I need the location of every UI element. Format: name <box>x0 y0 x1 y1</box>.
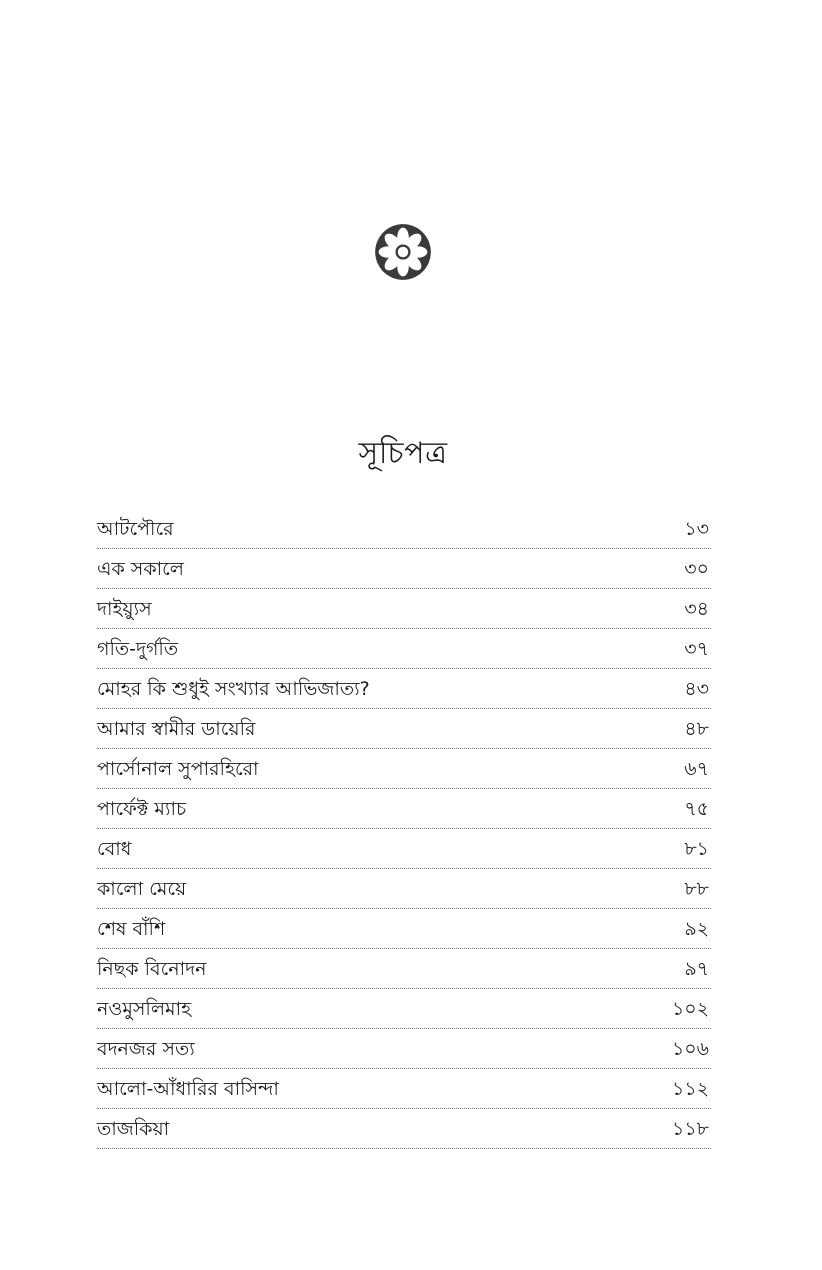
toc-entry-title: গতি-দুর্গতি <box>97 638 179 660</box>
toc-entry-page: ১০৬ <box>671 1038 709 1060</box>
toc-entry-title: বদনজর সত্য <box>97 1038 195 1060</box>
toc-title: সূচিপত্র <box>358 436 448 471</box>
flower-rosette-icon <box>374 223 432 281</box>
toc-entry-title: পার্ফেক্ট ম্যাচ <box>97 798 187 820</box>
toc-entry[interactable] <box>97 989 711 1029</box>
toc-entry[interactable] <box>97 1109 711 1149</box>
toc-entry-page: ৮১ <box>684 838 709 860</box>
toc-entry-page: ৪৮ <box>684 718 709 740</box>
toc-entry-title: আটপৌরে <box>97 518 174 540</box>
toc-entry-page: ৩০ <box>684 558 709 580</box>
toc-entry-title: কালো মেয়ে <box>97 878 187 900</box>
toc-entry[interactable] <box>97 549 711 589</box>
toc-entry[interactable] <box>97 509 711 549</box>
toc-entry[interactable] <box>97 829 711 869</box>
toc-entry-page: ১০২ <box>671 998 709 1020</box>
toc-entry-title: এক সকালে <box>97 558 184 580</box>
toc-entry-page: ১৩ <box>684 518 709 540</box>
toc-entry-title: নিছক বিনোদন <box>97 958 207 980</box>
toc-entry-page: ৭৫ <box>684 798 709 820</box>
toc-list <box>97 509 711 1149</box>
toc-entry[interactable] <box>97 629 711 669</box>
toc-entry[interactable] <box>97 669 711 709</box>
toc-entry-page: ৯৭ <box>684 958 709 980</box>
toc-entry[interactable] <box>97 789 711 829</box>
toc-entry-title: নওমুসলিমাহ <box>97 998 192 1020</box>
toc-entry-title: মোহর কি শুধুই সংখ্যার আভিজাত্য? <box>97 678 370 700</box>
toc-entry[interactable] <box>97 949 711 989</box>
toc-entry[interactable] <box>97 1029 711 1069</box>
toc-entry-title: পার্সোনাল সুপারহিরো <box>97 758 259 780</box>
toc-entry[interactable] <box>97 1069 711 1109</box>
toc-entry-page: ১১২ <box>671 1078 709 1100</box>
toc-entry[interactable] <box>97 869 711 909</box>
toc-entry[interactable] <box>97 749 711 789</box>
toc-entry[interactable] <box>97 589 711 629</box>
toc-entry-page: ৮৮ <box>684 878 709 900</box>
toc-entry-title: তাজকিয়া <box>97 1118 170 1140</box>
toc-entry-page: ৪৩ <box>684 678 709 700</box>
toc-entry-title: দাইয়্যুস <box>97 598 152 620</box>
toc-entry-page: ৩৭ <box>684 638 709 660</box>
toc-entry-page: ৬৭ <box>684 758 709 780</box>
toc-entry-title: আলো-আঁধারির বাসিন্দা <box>97 1078 279 1100</box>
toc-entry-page: ৩৪ <box>684 598 709 620</box>
toc-entry-title: শেষ বাঁশি <box>97 918 166 940</box>
toc-entry[interactable] <box>97 909 711 949</box>
toc-entry[interactable] <box>97 709 711 749</box>
toc-entry-page: ৯২ <box>684 918 709 940</box>
toc-entry-title: বোধ <box>97 838 132 860</box>
toc-entry-title: আমার স্বামীর ডায়েরি <box>97 718 256 740</box>
toc-entry-page: ১১৮ <box>672 1118 709 1140</box>
